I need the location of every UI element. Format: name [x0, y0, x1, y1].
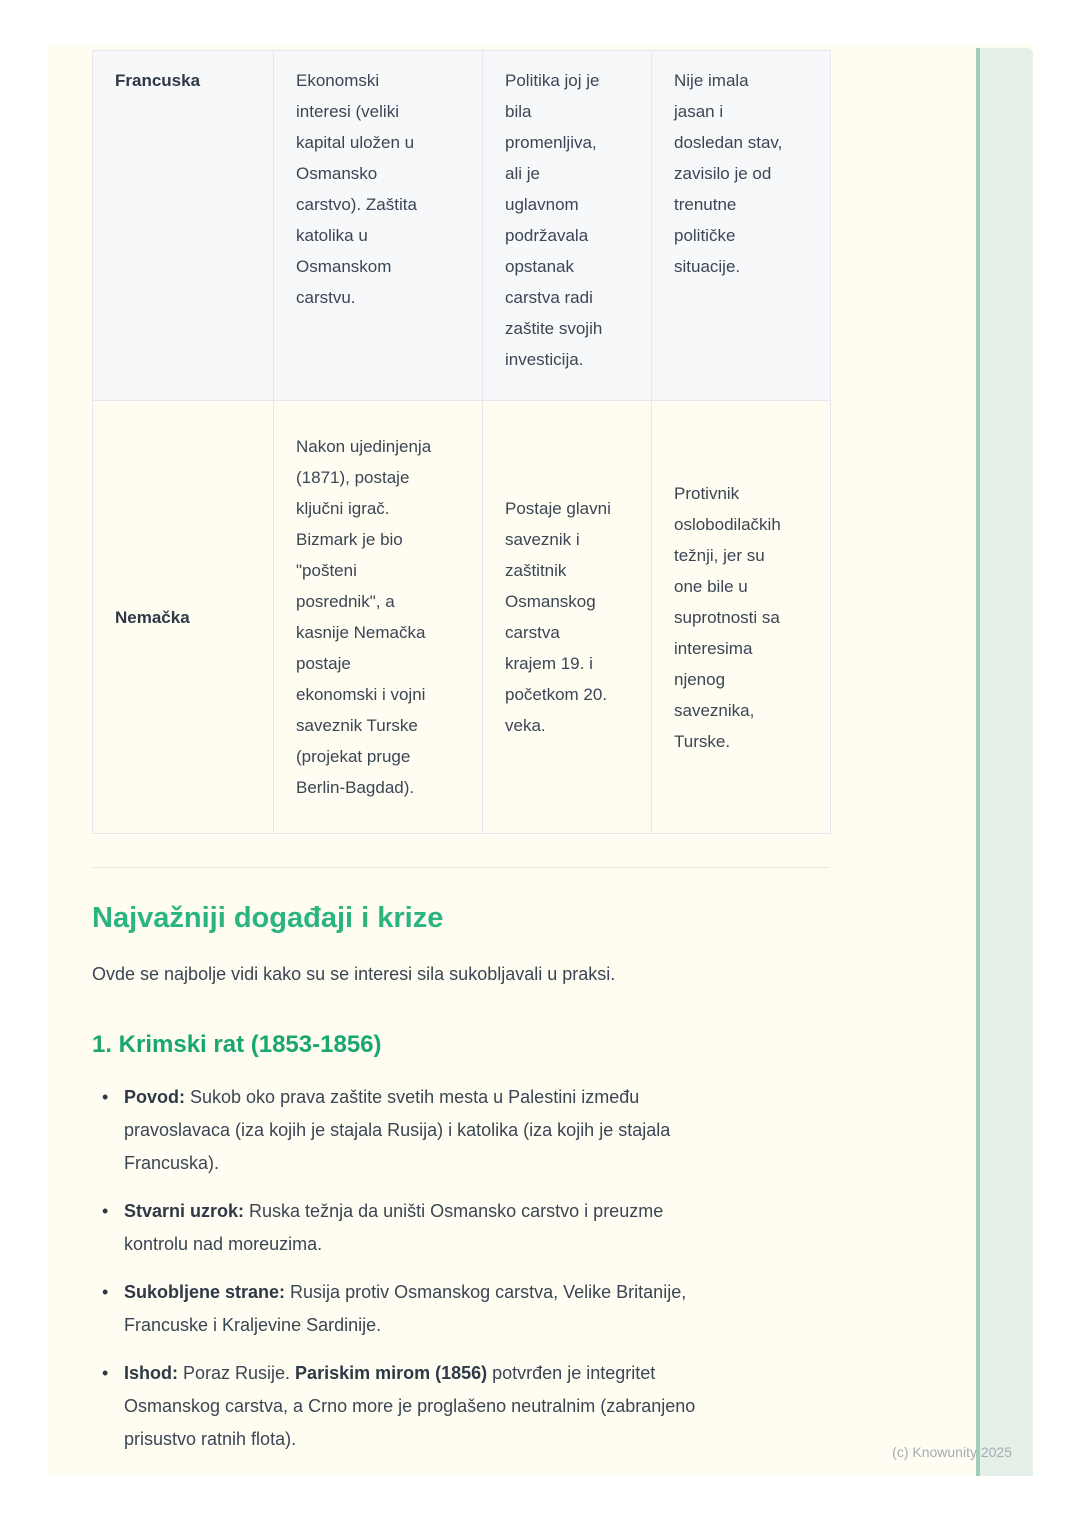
subsection-heading: 1. Krimski rat (1853-1856)	[92, 1031, 382, 1058]
country-cell: Nemačka	[93, 401, 274, 834]
crimean-war-list	[92, 1081, 852, 1456]
list-item: • Stvarni uzrok: Ruska težnja da uništi Osmansko carstvo i preuzme kontrolu nad moreuzima.	[92, 1195, 852, 1261]
detail-cell: Protivnik oslobodilačkih težnji, jer su one bile u suprotnosti sa interesima njenog saveznika, Turske.	[652, 401, 831, 834]
section-heading: Najvažniji događaji i krize	[92, 902, 444, 934]
powers-table-body	[93, 51, 831, 834]
table-row	[93, 401, 831, 834]
accent-stripe	[976, 48, 1033, 1476]
list-item: • Ishod: Poraz Rusije. Pariskim mirom (1856) potvrđen je integritet Osmanskog carstva, a Crno more je proglašeno neutralnim (zabranjeno prisustvo ratnih flota).	[92, 1357, 852, 1456]
list-item: • Povod: Sukob oko prava zaštite svetih mesta u Palestini između pravoslavaca (iza kojih je stajala Rusija) i katolika (iza kojih je stajala Francuska).	[92, 1081, 852, 1180]
country-cell: Francuska	[93, 51, 274, 401]
page-content	[48, 44, 874, 1456]
detail-cell: Politika joj je bila promenljiva, ali je uglavnom podržavala opstanak carstva radi zaštite svojih investicija.	[483, 51, 652, 401]
detail-cell: Nakon ujedinjenja (1871), postaje ključni igrač. Bizmark je bio "pošteni posrednik", a kasnije Nemačka postaje ekonomski i vojni saveznik Turske (projekat pruge Berlin-Bagdad).	[274, 401, 483, 834]
document-page	[48, 44, 1033, 1476]
detail-cell: Nije imala jasan i dosledan stav, zavisilo je od trenutne političke situacije.	[652, 51, 831, 401]
detail-cell: Postaje glavni saveznik i zaštitnik Osmanskog carstva krajem 19. i početkom 20. veka.	[483, 401, 652, 834]
table-row	[93, 51, 831, 401]
section-divider	[92, 867, 830, 868]
footer-credit: (c) Knowunity 2025	[892, 1444, 1012, 1460]
list-item: • Sukobljene strane: Rusija protiv Osmanskog carstva, Velike Britanije, Francuske i Kraljevine Sardinije.	[92, 1276, 852, 1342]
section-intro: Ovde se najbolje vidi kako su se interesi sila sukobljavali u praksi.	[92, 964, 616, 984]
powers-table	[92, 50, 831, 834]
detail-cell: Ekonomski interesi (veliki kapital uložen u Osmansko carstvo). Zaštita katolika u Osmanskom carstvu.	[274, 51, 483, 401]
